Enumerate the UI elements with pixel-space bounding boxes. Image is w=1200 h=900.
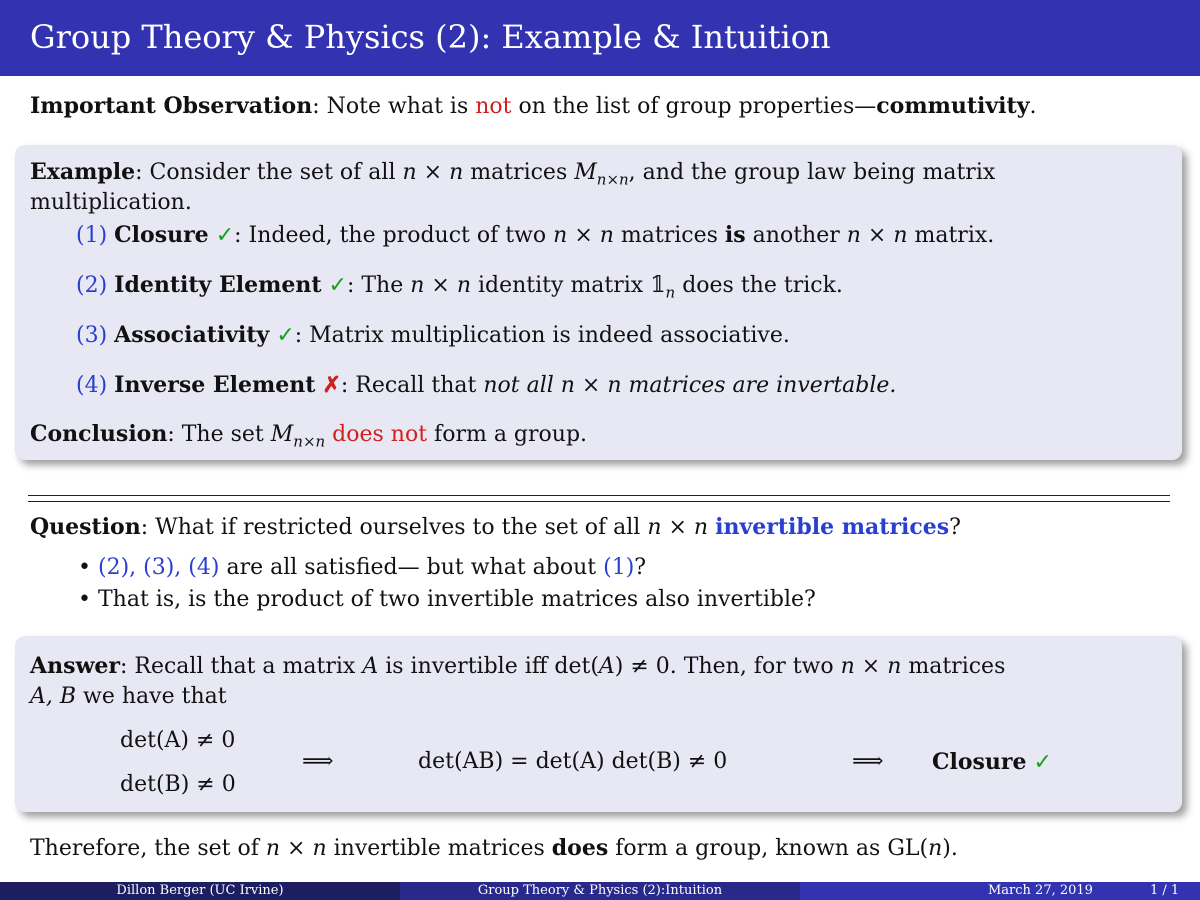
item-text: matrices [613, 223, 725, 248]
answer-line-1 [30, 653, 1005, 679]
therefore-text: invertible matrices [326, 836, 552, 861]
therefore-bold: does [551, 835, 609, 861]
example-line-1 [30, 159, 995, 188]
answer-line-2 [30, 684, 227, 709]
list-item-inverse [76, 372, 896, 398]
math-nxn: n × n [402, 160, 464, 185]
slide-title: Group Theory & Physics (2): Example & Intuition [30, 18, 831, 56]
math-nxn: n × n [553, 223, 614, 248]
observation-highlight: not [475, 94, 512, 119]
footer-author: Dillon Berger (UC Irvine) [0, 882, 400, 900]
therefore-text: Therefore, the set of [30, 836, 266, 861]
item-number: (1) [76, 223, 108, 248]
bullet-text: ? [634, 555, 647, 580]
math-nxn: n × n [840, 654, 902, 679]
item-text: identity matrix [471, 273, 651, 298]
bullet-blue: (1) [603, 555, 635, 580]
footer-title: Group Theory & Physics (2):Intuition [400, 882, 800, 900]
math-sub: n [665, 283, 676, 302]
item-name: Closure [114, 222, 209, 248]
closure-label: Closure [932, 749, 1027, 775]
footer-page-number: 1 / 1 [1150, 883, 1180, 898]
cross-icon: ✗ [322, 372, 341, 398]
observation-text: : Note what is [312, 94, 476, 119]
footer [0, 882, 1200, 900]
answer-text: ) ≠ 0. Then, for two [614, 654, 841, 679]
equation-detAB: det(AB) = det(A) det(B) ≠ 0 [418, 749, 728, 774]
conclusion-highlight: does not [332, 422, 428, 447]
math-nxn: n × n [265, 836, 327, 861]
question-label: Question [30, 514, 141, 540]
question-text: : What if restricted ourselves to the set of all [140, 515, 648, 540]
footer-right [800, 882, 1200, 900]
identity-symbol: 𝟙 [650, 273, 666, 298]
observation-label: Important Observation [30, 93, 313, 119]
title-bar [0, 0, 1200, 76]
item-name: Identity Element [114, 272, 322, 298]
answer-label: Answer [30, 653, 120, 679]
bullet-text: That is, is the product of two invertible matrices also invertible? [97, 587, 816, 612]
bullet-dot: • [78, 587, 91, 612]
answer-text: is invertible iff det( [378, 654, 599, 679]
divider [28, 501, 1170, 502]
observation-text: . [1029, 94, 1037, 119]
conclusion-text: : The set [167, 422, 271, 447]
conclusion-label: Conclusion [30, 421, 168, 447]
check-icon: ✓ [276, 323, 295, 348]
answer-text: : Recall that a matrix [119, 654, 363, 679]
math-nxn: n × n [846, 223, 908, 248]
therefore-text: ). [942, 836, 958, 861]
item-text: : Indeed, the product of two [234, 223, 554, 248]
example-text: : Consider the set of all [135, 160, 403, 185]
bullet-1 [78, 555, 646, 580]
example-text: matrices [463, 160, 575, 185]
item-text: : The [346, 273, 411, 298]
math-sub: n×n [293, 432, 326, 451]
implies-arrow-1: ⟹ [302, 749, 334, 774]
list-item-identity [76, 272, 843, 301]
bullet-dot: • [78, 555, 91, 580]
answer-text: matrices [901, 654, 1006, 679]
math-A: A [362, 654, 379, 679]
conclusion-text: form a group. [427, 422, 588, 447]
question-text: ? [949, 515, 961, 540]
therefore-line [30, 835, 958, 861]
math-sub: n×n [596, 170, 629, 189]
check-icon: ✓ [1033, 750, 1052, 775]
equation-detB: det(B) ≠ 0 [120, 772, 236, 797]
question-highlight: invertible matrices [715, 514, 950, 540]
observation-line [30, 93, 1036, 119]
implies-arrow-2: ⟹ [852, 749, 884, 774]
math-nxn: n × n [410, 273, 471, 298]
math-nxn: n × n [647, 515, 709, 540]
check-icon: ✓ [328, 273, 347, 298]
bullet-2 [78, 587, 816, 612]
item-text: : Recall that [340, 373, 484, 398]
list-item-associativity [76, 322, 790, 348]
math-M: M [270, 422, 294, 447]
item-text: : Matrix multiplication is indeed associative. [294, 323, 790, 348]
example-text: , and the group law being matrix [628, 160, 996, 185]
item-text: matrix. [907, 223, 995, 248]
equation-detA: det(A) ≠ 0 [120, 728, 236, 753]
question-line [30, 514, 961, 540]
closure-result [932, 749, 1052, 775]
list-item-closure [76, 222, 994, 248]
item-number: (3) [76, 323, 108, 348]
example-line-2: multiplication. [30, 190, 192, 215]
observation-keyword: commutivity [876, 93, 1030, 119]
divider [28, 495, 1170, 496]
check-icon: ✓ [215, 223, 235, 248]
footer-date: March 27, 2019 [988, 883, 1093, 898]
item-number: (2) [76, 273, 108, 298]
bullet-text: are all satisfied— but what about [219, 555, 604, 580]
example-label: Example [30, 159, 136, 185]
answer-text: we have that [76, 684, 227, 709]
conclusion-line [30, 421, 587, 450]
therefore-text: form a group, known as GL( [608, 836, 929, 861]
math-A: A [598, 654, 615, 679]
item-number: (4) [76, 373, 108, 398]
item-text: another [745, 223, 847, 248]
bullet-blue: (2), (3), (4) [97, 555, 220, 580]
observation-text: on the list of group properties— [511, 94, 877, 119]
math-M: M [574, 160, 597, 185]
math-AB: A, B [30, 684, 77, 709]
item-name: Associativity [114, 322, 270, 348]
item-text: does the trick. [675, 273, 843, 298]
item-bold: is [724, 222, 746, 248]
item-italic: not all n × n matrices are invertable. [483, 373, 897, 398]
math-n: n [928, 836, 943, 861]
item-name: Inverse Element [114, 372, 316, 398]
